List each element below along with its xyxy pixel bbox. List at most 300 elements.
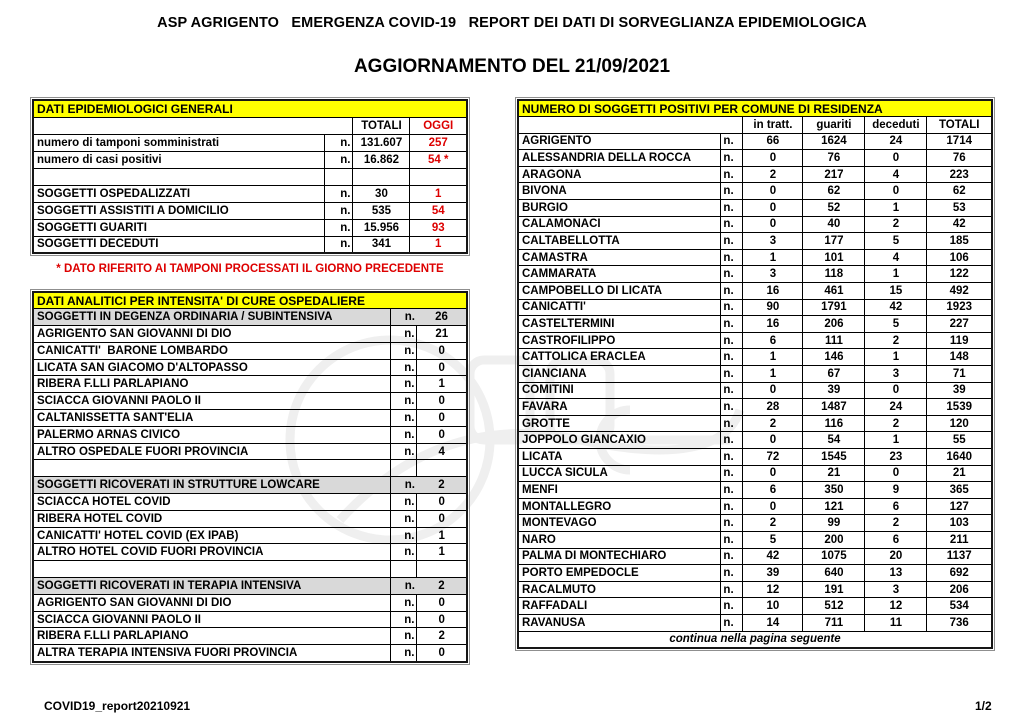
in-tratt-value: 0 <box>743 432 803 449</box>
totali-value: 21 <box>927 465 992 482</box>
unit-label: n. <box>391 594 417 611</box>
totali-value: 16.862 <box>353 151 410 168</box>
comune-name: CATTOLICA ERACLEA <box>518 349 721 366</box>
report-date-title: AGGIORNAMENTO DEL 21/09/2021 <box>353 56 671 77</box>
in-tratt-value: 10 <box>743 598 803 615</box>
deceduti-value: 0 <box>865 465 927 482</box>
guariti-value: 711 <box>803 614 865 631</box>
col-header-guariti: guariti <box>803 117 865 134</box>
oggi-value: 257 <box>410 134 467 151</box>
comune-name: MENFI <box>518 482 721 499</box>
hospital-row <box>33 611 467 628</box>
page-number: 1/2 <box>975 699 992 713</box>
comune-name: CALTABELLOTTA <box>518 233 721 250</box>
deceduti-value: 3 <box>865 366 927 383</box>
hospital-care-table-frame <box>30 289 470 665</box>
unit-label <box>391 561 417 578</box>
totali-value: 127 <box>927 498 992 515</box>
col-header-in-tratt: in tratt. <box>743 117 803 134</box>
oggi-value: 54 <box>410 202 467 219</box>
general-table-row <box>33 236 467 253</box>
count-value: 1 <box>417 527 467 544</box>
in-tratt-value: 90 <box>743 299 803 316</box>
comune-row <box>518 581 992 598</box>
totali-value: 211 <box>927 531 992 548</box>
spacer-row <box>33 460 467 477</box>
guariti-value: 461 <box>803 283 865 300</box>
unit-label: n. <box>721 382 743 399</box>
col-header-deceduti: deceduti <box>865 117 927 134</box>
deceduti-value: 23 <box>865 448 927 465</box>
deceduti-value: 2 <box>865 332 927 349</box>
totali-value: 227 <box>927 316 992 333</box>
file-name: COVID19_report20210921 <box>44 699 191 713</box>
comune-row <box>518 183 992 200</box>
guariti-value: 67 <box>803 366 865 383</box>
deceduti-value: 11 <box>865 614 927 631</box>
row-label: SOGGETTI RICOVERATI IN TERAPIA INTENSIVA <box>33 578 391 595</box>
report-header: ASP AGRIGENTO EMERGENZA COVID-19 REPORT DEI DATI DI SORVEGLIANZA EPIDEMIOLOGICA <box>157 15 867 31</box>
comune-row <box>518 316 992 333</box>
comune-name: CASTELTERMINI <box>518 316 721 333</box>
comune-row <box>518 531 992 548</box>
hospital-table-title: DATI ANALITICI PER INTENSITA' DI CURE OSPEDALIERE <box>33 292 467 309</box>
totali-value: 341 <box>353 236 410 253</box>
oggi-value: 93 <box>410 219 467 236</box>
count-value: 0 <box>417 645 467 662</box>
count-value: 21 <box>417 326 467 343</box>
unit-label: n. <box>721 233 743 250</box>
comune-row <box>518 166 992 183</box>
guariti-value: 350 <box>803 482 865 499</box>
comune-name: FAVARA <box>518 399 721 416</box>
hospital-row <box>33 645 467 662</box>
unit-label: n. <box>721 415 743 432</box>
totali-value: 122 <box>927 266 992 283</box>
count-value: 26 <box>417 309 467 326</box>
comune-row <box>518 498 992 515</box>
hospital-row <box>33 510 467 527</box>
unit-label: n. <box>391 443 417 460</box>
empty-cell <box>33 168 325 185</box>
unit-label: n. <box>721 332 743 349</box>
table-header-row <box>518 117 992 134</box>
unit-label: n. <box>391 544 417 561</box>
table-footer-row <box>518 631 992 648</box>
in-tratt-value: 0 <box>743 465 803 482</box>
row-label <box>33 561 391 578</box>
in-tratt-value: 6 <box>743 482 803 499</box>
totali-value: 1137 <box>927 548 992 565</box>
in-tratt-value: 6 <box>743 332 803 349</box>
count-value: 4 <box>417 443 467 460</box>
in-tratt-value: 1 <box>743 249 803 266</box>
guariti-value: 1545 <box>803 448 865 465</box>
comune-name: CAMMARATA <box>518 266 721 283</box>
deceduti-value: 24 <box>865 399 927 416</box>
unit-label: n. <box>391 611 417 628</box>
totali-value: 42 <box>927 216 992 233</box>
spacer-row <box>33 561 467 578</box>
comune-name: LUCCA SICULA <box>518 465 721 482</box>
deceduti-value: 2 <box>865 415 927 432</box>
in-tratt-value: 2 <box>743 515 803 532</box>
deceduti-value: 0 <box>865 183 927 200</box>
unit-label: n. <box>721 266 743 283</box>
table-title-row <box>518 100 992 117</box>
comune-name: PALMA DI MONTECHIARO <box>518 548 721 565</box>
count-value: 0 <box>417 393 467 410</box>
unit-label: n. <box>391 510 417 527</box>
row-label: SCIACCA GIOVANNI PAOLO II <box>33 393 391 410</box>
guariti-value: 21 <box>803 465 865 482</box>
table-title-row <box>33 100 467 117</box>
row-label: AGRIGENTO SAN GIOVANNI DI DIO <box>33 326 391 343</box>
row-label: SOGGETTI ASSISTITI A DOMICILIO <box>33 202 325 219</box>
deceduti-value: 5 <box>865 233 927 250</box>
hospital-row <box>33 359 467 376</box>
general-table-title: DATI EPIDEMIOLOGICI GENERALI <box>33 100 467 117</box>
row-label: ALTRO OSPEDALE FUORI PROVINCIA <box>33 443 391 460</box>
section-header-row <box>33 578 467 595</box>
in-tratt-value: 0 <box>743 200 803 217</box>
in-tratt-value: 3 <box>743 233 803 250</box>
deceduti-value: 0 <box>865 382 927 399</box>
empty-cell <box>353 168 410 185</box>
comune-row <box>518 200 992 217</box>
row-label: PALERMO ARNAS CIVICO <box>33 426 391 443</box>
row-label: AGRIGENTO SAN GIOVANNI DI DIO <box>33 594 391 611</box>
comune-row <box>518 399 992 416</box>
table-header-row <box>33 117 467 134</box>
totali-value: 106 <box>927 249 992 266</box>
comune-row <box>518 283 992 300</box>
comune-name: MONTALLEGRO <box>518 498 721 515</box>
guariti-value: 99 <box>803 515 865 532</box>
comune-name: RAVANUSA <box>518 614 721 631</box>
empty-header-cell <box>518 117 743 134</box>
deceduti-value: 42 <box>865 299 927 316</box>
count-value: 0 <box>417 342 467 359</box>
comune-row <box>518 598 992 615</box>
comune-name: RACALMUTO <box>518 581 721 598</box>
comune-name: BIVONA <box>518 183 721 200</box>
row-label: ALTRA TERAPIA INTENSIVA FUORI PROVINCIA <box>33 645 391 662</box>
row-label: RIBERA F.LLI PARLAPIANO <box>33 628 391 645</box>
section-header-row <box>33 309 467 326</box>
unit-label: n. <box>721 432 743 449</box>
col-header-totali: TOTALI <box>353 117 410 134</box>
row-label: SOGGETTI IN DEGENZA ORDINARIA / SUBINTENSIVA <box>33 309 391 326</box>
in-tratt-value: 42 <box>743 548 803 565</box>
totali-value: 1923 <box>927 299 992 316</box>
deceduti-value: 4 <box>865 166 927 183</box>
comune-row <box>518 448 992 465</box>
count-value: 0 <box>417 410 467 427</box>
comune-name: BURGIO <box>518 200 721 217</box>
comune-row <box>518 515 992 532</box>
unit-label: n. <box>391 359 417 376</box>
hospital-row <box>33 376 467 393</box>
unit-label: n. <box>391 477 417 494</box>
comuni-table <box>517 99 993 649</box>
empty-cell <box>325 168 353 185</box>
totali-value: 30 <box>353 185 410 202</box>
unit-label: n. <box>721 399 743 416</box>
row-label: RIBERA F.LLI PARLAPIANO <box>33 376 391 393</box>
unit-label: n. <box>325 219 353 236</box>
unit-label: n. <box>721 200 743 217</box>
unit-label: n. <box>721 598 743 615</box>
unit-label: n. <box>721 498 743 515</box>
hospital-row <box>33 628 467 645</box>
comuni-table-frame <box>515 97 995 651</box>
guariti-value: 1624 <box>803 133 865 150</box>
row-label: CALTANISSETTA SANT'ELIA <box>33 410 391 427</box>
count-value: 1 <box>417 544 467 561</box>
count-value: 2 <box>417 477 467 494</box>
unit-label: n. <box>721 299 743 316</box>
comune-row <box>518 415 992 432</box>
deceduti-value: 1 <box>865 432 927 449</box>
row-label <box>33 460 391 477</box>
totali-value: 1640 <box>927 448 992 465</box>
unit-label: n. <box>391 342 417 359</box>
unit-label: n. <box>325 151 353 168</box>
count-value: 2 <box>417 578 467 595</box>
unit-label: n. <box>721 366 743 383</box>
deceduti-value: 1 <box>865 266 927 283</box>
totali-value: 131.607 <box>353 134 410 151</box>
row-label: LICATA SAN GIACOMO D'ALTOPASSO <box>33 359 391 376</box>
comune-row <box>518 548 992 565</box>
in-tratt-value: 0 <box>743 382 803 399</box>
general-data-table-frame <box>30 97 470 256</box>
unit-label: n. <box>391 494 417 511</box>
guariti-value: 54 <box>803 432 865 449</box>
totali-value: 1539 <box>927 399 992 416</box>
guariti-value: 116 <box>803 415 865 432</box>
unit-label: n. <box>721 283 743 300</box>
hospital-row <box>33 393 467 410</box>
hospital-row <box>33 342 467 359</box>
unit-label: n. <box>391 426 417 443</box>
hospital-row <box>33 494 467 511</box>
in-tratt-value: 1 <box>743 366 803 383</box>
hospital-row <box>33 426 467 443</box>
row-label: CANICATTI' HOTEL COVID (EX IPAB) <box>33 527 391 544</box>
row-label: SOGGETTI RICOVERATI IN STRUTTURE LOWCARE <box>33 477 391 494</box>
count-value: 0 <box>417 426 467 443</box>
deceduti-value: 6 <box>865 531 927 548</box>
guariti-value: 121 <box>803 498 865 515</box>
general-table-row <box>33 185 467 202</box>
comune-row <box>518 332 992 349</box>
totali-value: 223 <box>927 166 992 183</box>
in-tratt-value: 2 <box>743 166 803 183</box>
comune-row <box>518 233 992 250</box>
unit-label <box>391 460 417 477</box>
unit-label: n. <box>721 448 743 465</box>
unit-label: n. <box>721 465 743 482</box>
guariti-value: 1791 <box>803 299 865 316</box>
in-tratt-value: 12 <box>743 581 803 598</box>
unit-label: n. <box>391 527 417 544</box>
unit-label: n. <box>391 376 417 393</box>
count-value: 0 <box>417 611 467 628</box>
guariti-value: 512 <box>803 598 865 615</box>
guariti-value: 39 <box>803 382 865 399</box>
totali-value: 39 <box>927 382 992 399</box>
deceduti-value: 1 <box>865 349 927 366</box>
comune-name: COMITINI <box>518 382 721 399</box>
comune-row <box>518 432 992 449</box>
unit-label: n. <box>721 565 743 582</box>
totali-value: 535 <box>353 202 410 219</box>
unit-label: n. <box>721 166 743 183</box>
deceduti-value: 0 <box>865 150 927 167</box>
guariti-value: 206 <box>803 316 865 333</box>
deceduti-value: 20 <box>865 548 927 565</box>
comune-name: CALAMONACI <box>518 216 721 233</box>
unit-label: n. <box>721 581 743 598</box>
guariti-value: 640 <box>803 565 865 582</box>
table-title-row <box>33 292 467 309</box>
comune-row <box>518 216 992 233</box>
guariti-value: 118 <box>803 266 865 283</box>
in-tratt-value: 0 <box>743 216 803 233</box>
comune-row <box>518 565 992 582</box>
comune-row <box>518 366 992 383</box>
totali-value: 185 <box>927 233 992 250</box>
unit-label: n. <box>325 134 353 151</box>
count-value <box>417 460 467 477</box>
unit-label: n. <box>325 185 353 202</box>
totali-value: 148 <box>927 349 992 366</box>
totali-value: 53 <box>927 200 992 217</box>
deceduti-value: 2 <box>865 515 927 532</box>
guariti-value: 101 <box>803 249 865 266</box>
unit-label: n. <box>391 578 417 595</box>
unit-label: n. <box>721 316 743 333</box>
totali-value: 103 <box>927 515 992 532</box>
comune-name: JOPPOLO GIANCAXIO <box>518 432 721 449</box>
unit-label: n. <box>721 482 743 499</box>
continua-note: continua nella pagina seguente <box>518 631 992 648</box>
oggi-value: 54 * <box>410 151 467 168</box>
general-table-row <box>33 134 467 151</box>
guariti-value: 191 <box>803 581 865 598</box>
totali-value: 55 <box>927 432 992 449</box>
row-label: SOGGETTI DECEDUTI <box>33 236 325 253</box>
guariti-value: 1487 <box>803 399 865 416</box>
unit-label: n. <box>721 614 743 631</box>
in-tratt-value: 0 <box>743 183 803 200</box>
hospital-row <box>33 410 467 427</box>
deceduti-value: 13 <box>865 565 927 582</box>
deceduti-value: 5 <box>865 316 927 333</box>
guariti-value: 111 <box>803 332 865 349</box>
unit-label: n. <box>391 645 417 662</box>
guariti-value: 52 <box>803 200 865 217</box>
in-tratt-value: 16 <box>743 316 803 333</box>
guariti-value: 76 <box>803 150 865 167</box>
deceduti-value: 1 <box>865 200 927 217</box>
totali-value: 62 <box>927 183 992 200</box>
unit-label: n. <box>721 515 743 532</box>
comuni-table-title: NUMERO DI SOGGETTI POSITIVI PER COMUNE DI RESIDENZA <box>518 100 992 117</box>
row-label: SOGGETTI OSPEDALIZZATI <box>33 185 325 202</box>
totali-value: 206 <box>927 581 992 598</box>
guariti-value: 146 <box>803 349 865 366</box>
comune-name: CASTROFILIPPO <box>518 332 721 349</box>
section-header-row <box>33 477 467 494</box>
count-value: 0 <box>417 594 467 611</box>
unit-label: n. <box>721 548 743 565</box>
deceduti-value: 6 <box>865 498 927 515</box>
guariti-value: 177 <box>803 233 865 250</box>
hospital-row <box>33 594 467 611</box>
general-data-table <box>32 99 468 254</box>
hospital-row <box>33 527 467 544</box>
comune-name: RAFFADALI <box>518 598 721 615</box>
unit-label: n. <box>721 183 743 200</box>
unit-label: n. <box>391 326 417 343</box>
totali-value: 1714 <box>927 133 992 150</box>
totali-value: 15.956 <box>353 219 410 236</box>
unit-label: n. <box>721 249 743 266</box>
unit-label: n. <box>391 309 417 326</box>
unit-label: n. <box>391 410 417 427</box>
row-label: numero di tamponi somministrati <box>33 134 325 151</box>
unit-label: n. <box>391 628 417 645</box>
totali-value: 120 <box>927 415 992 432</box>
guariti-value: 217 <box>803 166 865 183</box>
comune-name: AGRIGENTO <box>518 133 721 150</box>
comune-row <box>518 150 992 167</box>
row-label: SCIACCA HOTEL COVID <box>33 494 391 511</box>
in-tratt-value: 28 <box>743 399 803 416</box>
count-value <box>417 561 467 578</box>
count-value: 0 <box>417 510 467 527</box>
in-tratt-value: 0 <box>743 498 803 515</box>
comune-name: ARAGONA <box>518 166 721 183</box>
comune-row <box>518 249 992 266</box>
deceduti-value: 4 <box>865 249 927 266</box>
count-value: 0 <box>417 359 467 376</box>
row-label: CANICATTI' BARONE LOMBARDO <box>33 342 391 359</box>
comune-name: PORTO EMPEDOCLE <box>518 565 721 582</box>
in-tratt-value: 72 <box>743 448 803 465</box>
in-tratt-value: 16 <box>743 283 803 300</box>
spacer-row <box>33 168 467 185</box>
deceduti-value: 2 <box>865 216 927 233</box>
deceduti-value: 12 <box>865 598 927 615</box>
in-tratt-value: 66 <box>743 133 803 150</box>
unit-label: n. <box>721 150 743 167</box>
hospital-row <box>33 544 467 561</box>
empty-header-cell <box>33 117 353 134</box>
hospital-row <box>33 443 467 460</box>
general-table-row <box>33 219 467 236</box>
comune-name: GROTTE <box>518 415 721 432</box>
in-tratt-value: 39 <box>743 565 803 582</box>
guariti-value: 200 <box>803 531 865 548</box>
unit-label: n. <box>721 216 743 233</box>
hospital-row <box>33 326 467 343</box>
unit-label: n. <box>325 202 353 219</box>
comune-row <box>518 133 992 150</box>
